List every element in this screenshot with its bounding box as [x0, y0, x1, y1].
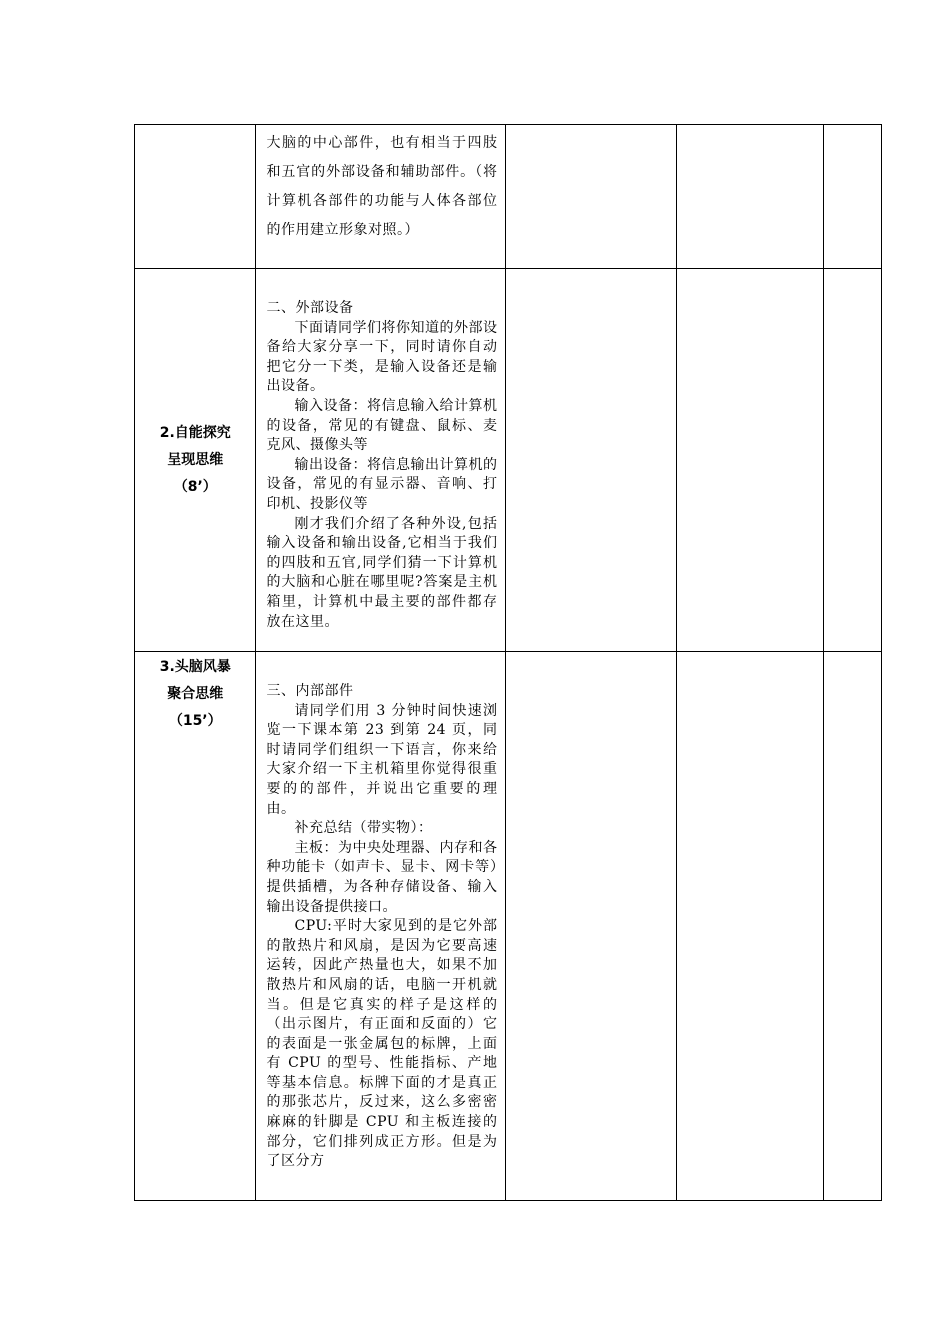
empty-cell	[823, 125, 881, 269]
content-paragraph: 大脑的中心部件，也有相当于四肢和五官的外部设备和辅助部件。（将计算机各部件的功能与人体各部位的作用建立形象对照。）	[266, 135, 498, 238]
section-heading: 三、内部部件	[266, 683, 354, 699]
empty-cell	[677, 269, 824, 652]
content-paragraph: 输入设备：将信息输入给计算机的设备，常见的有键盘、鼠标、麦克风、摄像头等	[266, 397, 498, 454]
stage-cell	[135, 269, 256, 652]
section-heading: 二、外部设备	[266, 300, 354, 316]
stage-title: 2.自能探究	[159, 424, 231, 441]
empty-cell	[823, 652, 881, 1201]
empty-cell	[677, 652, 824, 1201]
content-paragraph: CPU:平时大家见到的是它外部的散热片和风扇，是因为它要高速运转，因此产热量也大，如果不加散热片和风扇的话，电脑一开机就当。但是它真实的样子是这样的（出示图片，有正面和反面的）它的表面是一张金属包的标牌，上面有 CPU 的型号、性能指标、产地等基本信息。标牌下面的才是真正的那张芯片，反过来，这么多密密麻麻的针脚是 CPU 和主板连接的部分，它们排列成正方形。但是为了区分方	[266, 918, 498, 1170]
content-cell	[256, 652, 506, 1201]
stage-cell	[135, 652, 256, 1201]
stage-subtitle: 呈现思维	[167, 451, 224, 468]
table-row	[135, 652, 882, 1201]
table-row	[135, 125, 882, 269]
empty-cell	[506, 125, 677, 269]
content-paragraph: 请同学们用 3 分钟时间快速浏览一下课本第 23 到第 24 页，同时请同学们组织一下语言，你来给大家介绍一下主机箱里你觉得很重要的的部件，并说出它重要的理由。	[266, 702, 498, 817]
content-paragraph: 补充总结（带实物）：	[294, 820, 433, 837]
empty-cell	[506, 269, 677, 652]
stage-duration: （8’）	[173, 478, 217, 495]
content-paragraph: 主板：为中央处理器、内存和各种功能卡（如声卡、显卡、网卡等）提供插槽，为各种存储设备、输入输出设备提供接口。	[266, 839, 498, 915]
content-paragraph: 刚才我们介绍了各种外设,包括输入设备和输出设备,它相当于我们的四肢和五官,同学们猜一下计算机的大脑和心脏在哪里呢?答案是主机箱里，计算机中最主要的部件都存放在这里。	[266, 515, 498, 630]
stage-title: 3.头脑风暴	[159, 659, 231, 675]
content-paragraph: 输出设备：将信息输出计算机的设备，常见的有显示器、音响、打印机、投影仪等	[266, 456, 498, 512]
content-cell	[256, 125, 506, 269]
empty-cell	[823, 269, 881, 652]
lesson-plan-table	[134, 124, 882, 1201]
empty-cell	[506, 652, 677, 1201]
table-row	[135, 269, 882, 652]
stage-subtitle: 聚合思维	[167, 686, 224, 702]
content-cell	[256, 269, 506, 652]
content-paragraph: 下面请同学们将你知道的外部设备给大家分享一下，同时请你自动把它分一下类，是输入设备还是输出设备。	[266, 319, 498, 395]
empty-cell	[677, 125, 824, 269]
stage-cell	[135, 125, 256, 269]
stage-duration: （15’）	[168, 713, 222, 729]
